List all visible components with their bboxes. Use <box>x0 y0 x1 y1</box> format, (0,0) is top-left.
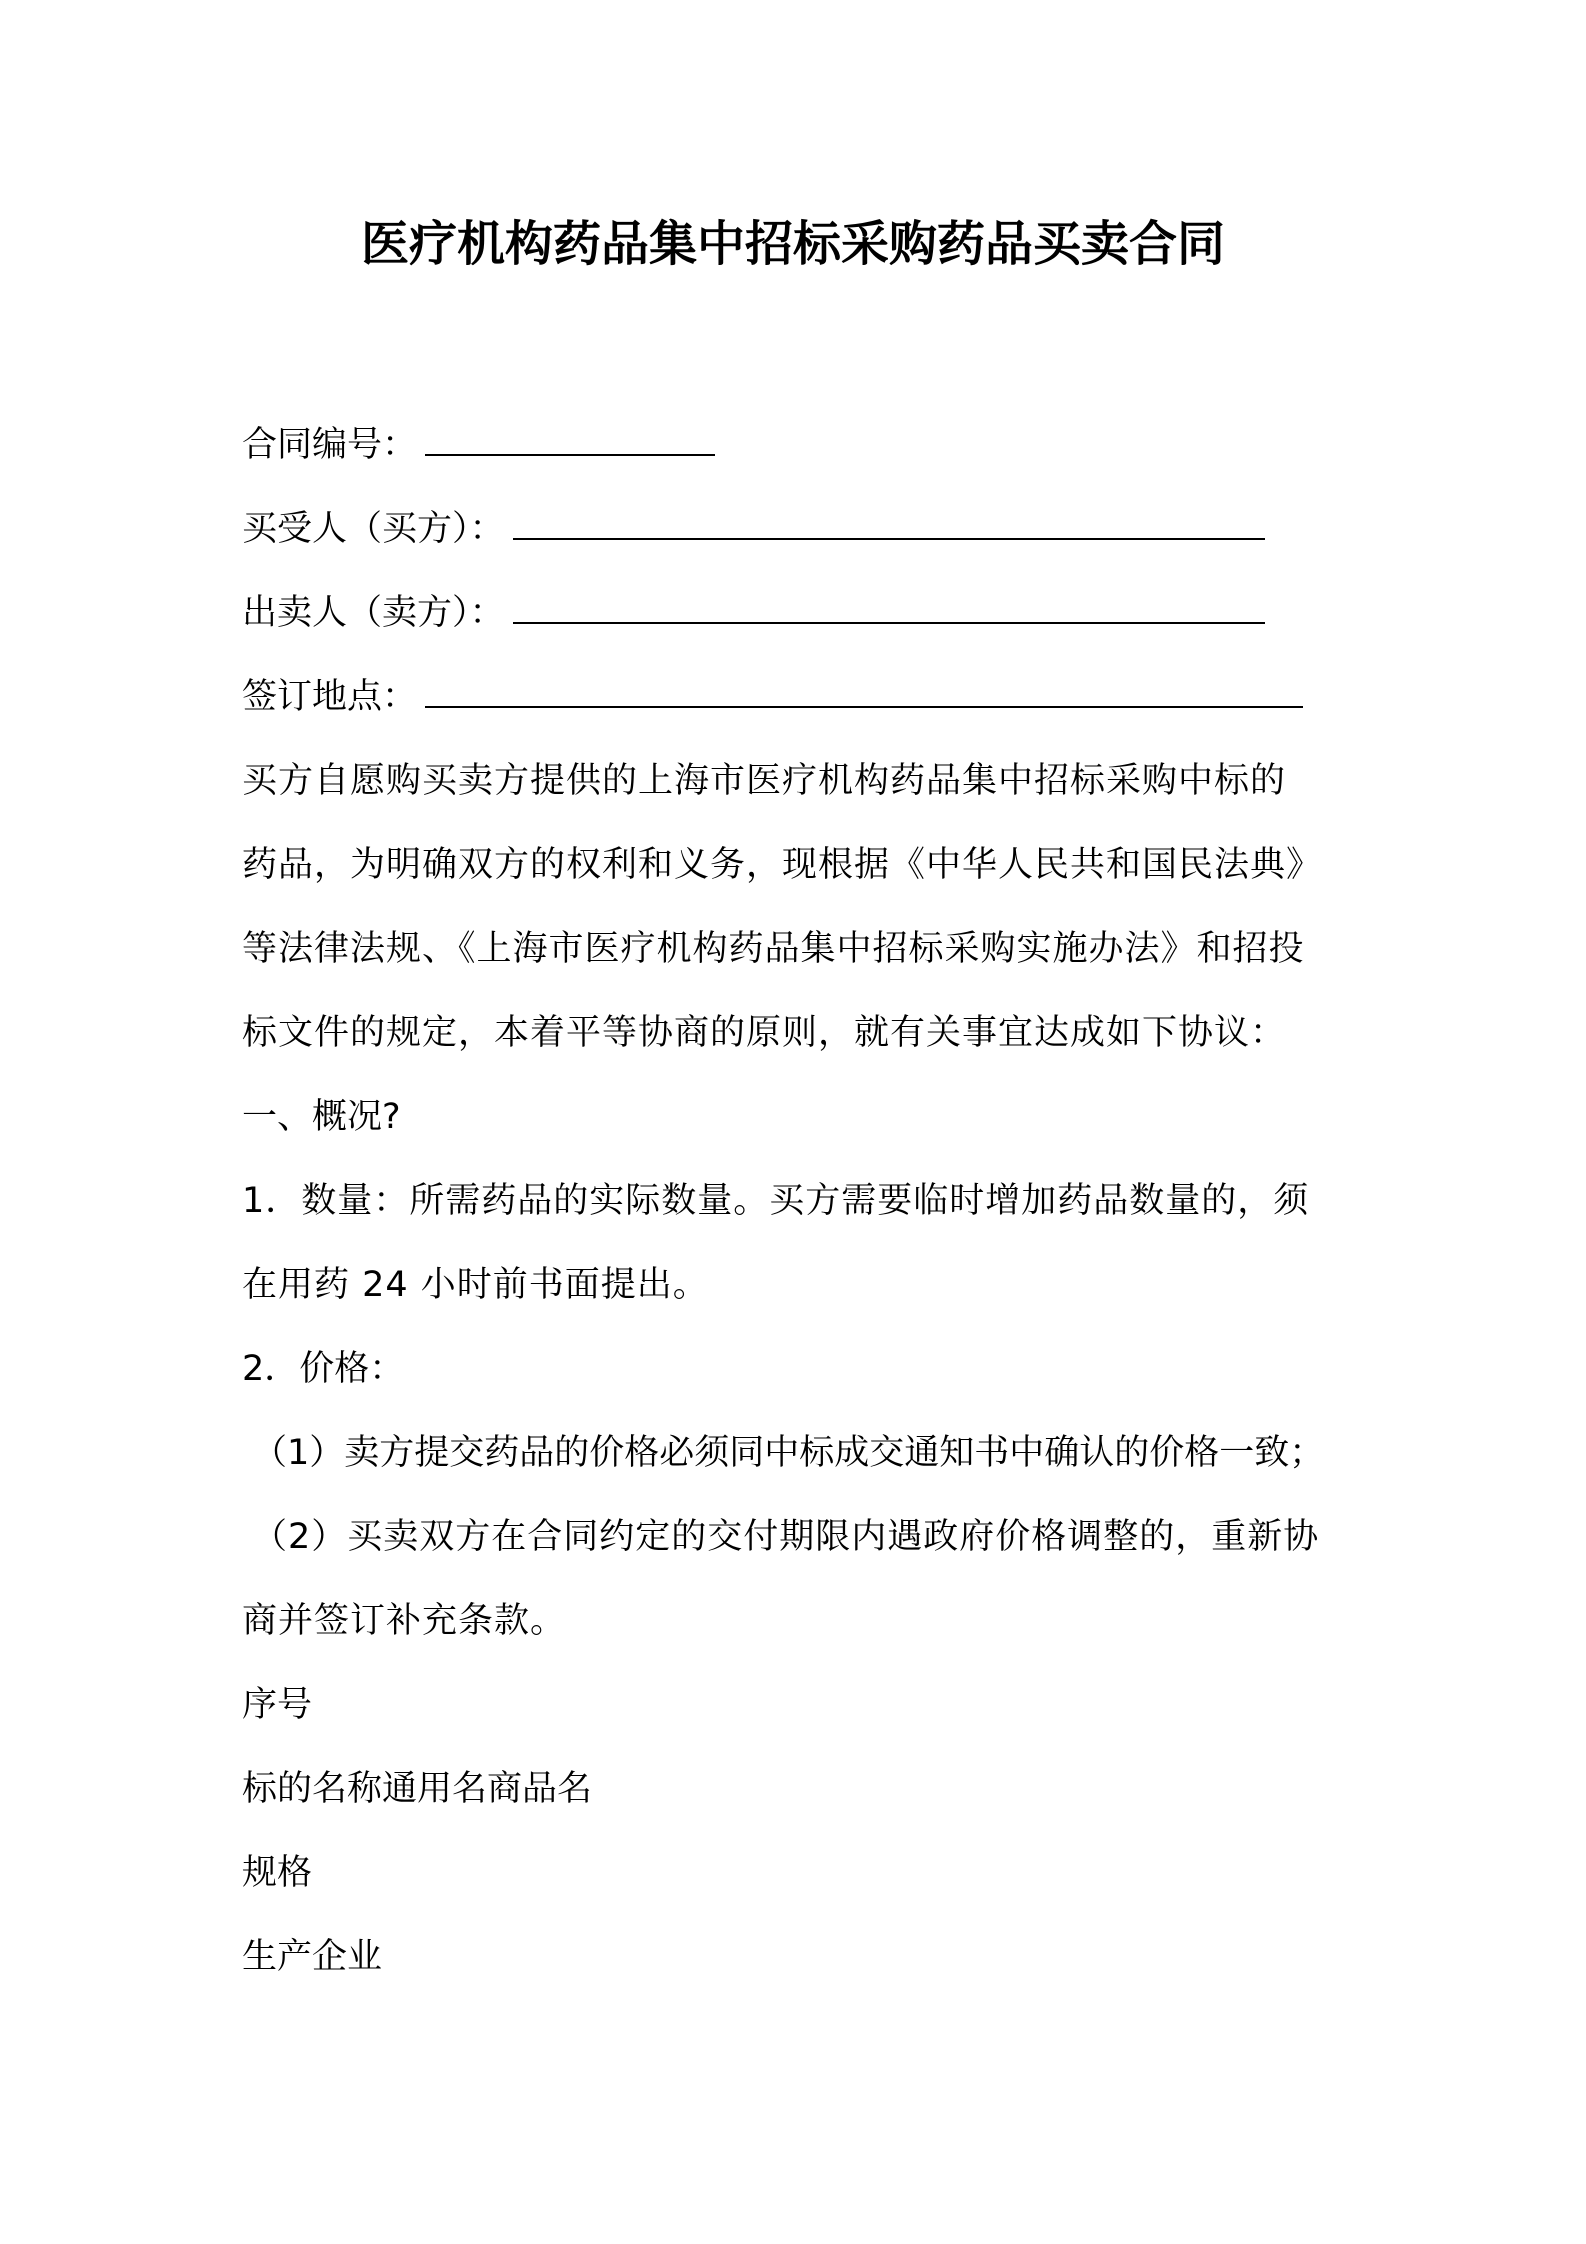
item2-sub2-line: （2）买卖双方在合同约定的交付期限内遇政府价格调整的，重新协 <box>252 1517 1320 1557</box>
document-body <box>242 403 1372 1999</box>
document-title: 医疗机构药品集中招标采购药品买卖合同 <box>360 216 1225 272</box>
item1-line: 1．数量：所需药品的实际数量。买方需要临时增加药品数量的，须 <box>242 1181 1310 1221</box>
item1-paragraph <box>242 1159 1372 1327</box>
contract-number-blank <box>425 412 715 456</box>
buyer-blank <box>513 496 1265 540</box>
section1-heading: 一、概况? <box>242 1097 401 1137</box>
item2-heading: 2．价格： <box>242 1349 405 1389</box>
item2-sub1: （1）卖方提交药品的价格必须同中标成交通知书中确认的价格一致； <box>252 1433 1325 1473</box>
intro-line: 药品，为明确双方的权利和义务，现根据《中华人民共和国民法典》 <box>242 845 1323 885</box>
seller-blank <box>513 580 1265 624</box>
intro-line: 买方自愿购买卖方提供的上海市医疗机构药品集中招标采购中标的 <box>242 761 1287 801</box>
signing-place-blank <box>425 664 1303 708</box>
signing-place-label: 签订地点： <box>242 677 418 717</box>
intro-line: 等法律法规、《上海市医疗机构药品集中招标采购实施办法》和招投 <box>242 929 1305 969</box>
seller-label: 出卖人（卖方）： <box>242 593 505 633</box>
item2-sub2-line: 商并签订补充条款。 <box>242 1601 567 1641</box>
seller-field <box>242 571 1372 655</box>
intro-paragraph <box>242 739 1372 1075</box>
buyer-field <box>242 487 1372 571</box>
intro-line: 标文件的规定，本着平等协商的原则，就有关事宜达成如下协议： <box>242 1013 1287 1053</box>
table-header-serial: 序号 <box>242 1685 313 1725</box>
buyer-label: 买受人（买方）： <box>242 509 505 549</box>
table-header-name: 标的名称通用名商品名 <box>242 1769 593 1809</box>
table-header-spec: 规格 <box>242 1853 313 1893</box>
table-header-manufacturer: 生产企业 <box>242 1937 383 1977</box>
contract-number-field <box>242 403 1372 487</box>
signing-place-field <box>242 655 1372 739</box>
item2-sub2-paragraph <box>242 1495 1372 1663</box>
contract-number-label: 合同编号： <box>242 425 418 465</box>
item1-line: 在用药 24 小时前书面提出。 <box>242 1265 709 1305</box>
